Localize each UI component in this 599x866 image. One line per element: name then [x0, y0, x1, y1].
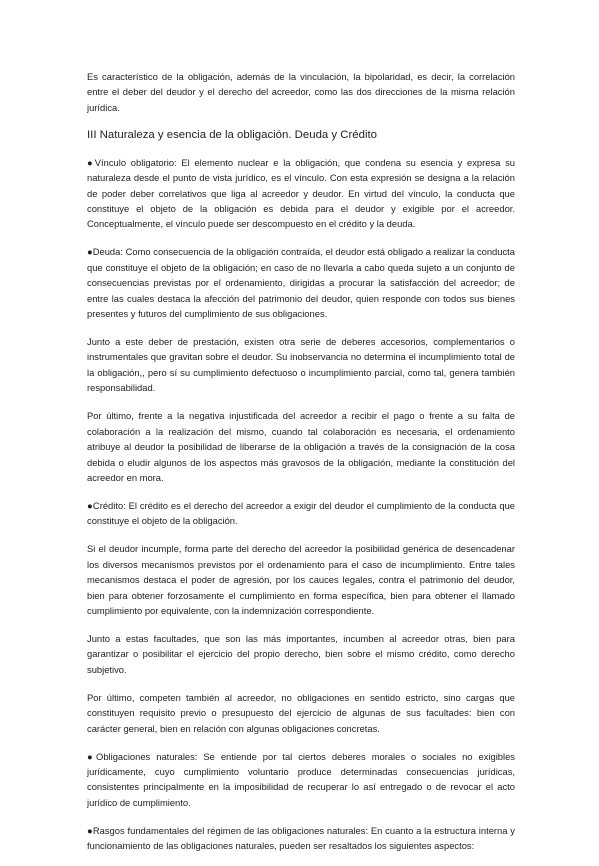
paragraph-credito: ●Crédito: El crédito es el derecho del acreedor a exigir del deudor el cumplimiento de la conducta que constituye el objeto de la obligación.	[87, 499, 515, 527]
paragraph-mora-acreedor: Por último, frente a la negativa injustificada del acreedor a recibir el pago o frente a su falta de colaboración a la realización del mismo, cuando tal colaboración es necesaria, el ordenamiento atribuye al deudor la posibilidad de liberarse de la obligación a través de la consignación de la cosa debida o eludir algunos de los aspectos más gravosos de la obligación, mediante la constitución del acreedor en mora.	[87, 410, 515, 483]
paragraph-bipolaridad: Es característico de la obligación, además de la vinculación, la bipolaridad, es decir, la correlación entre el deber del deudor y el derecho del acreedor, como las dos direcciones de la misma relación jurídica.	[87, 71, 515, 113]
paragraph-rasgos-fundamentales: ●Rasgos fundamentales del régimen de las obligaciones naturales: En cuanto a la estructura interna y funcionamiento de las obligaciones naturales, pueden ser resaltados los siguientes aspectos:	[87, 824, 515, 852]
paragraph-deberes-accesorios: Junto a este deber de prestación, existen otra serie de deberes accesorios, complementarios o instrumentales que gravitan sobre el deudor. Su inobservancia no determina el incumplimiento total de la obligación,, pero sí su cumplimiento defectuoso o incumplimiento parcial, como tal, genera también responsabilidad.	[87, 336, 515, 394]
paragraph-facultades: Junto a estas facultades, que son las más importantes, incumben al acreedor otras, bien para garantizar o posibilitar el ejercicio del propio derecho, bien sobre el mismo crédito, como derecho subjetivo.	[87, 632, 515, 675]
section-heading: III Naturaleza y esencia de la obligación. Deuda y Crédito	[87, 128, 377, 141]
paragraph-obligaciones-naturales: ●Obligaciones naturales: Se entiende por tal ciertos deberes morales o sociales no exigibles jurídicamente, cuyo cumplimiento voluntario produce determinadas consecuencias jurídicas, consistentes principalmente en la imposibilidad de recuperar lo así entregado o de revocar el acto jurídico de cumplimiento.	[87, 750, 515, 808]
paragraph-vinculo-obligatorio: ●Vínculo obligatorio: El elemento nuclear e la obligación, que condena su esencia y expresa su naturaleza desde el punto de vista jurídico, es el vínculo. Con esta expresión se designa a la relación de poder deber correlativos que liga al acreedor y deudor. En virtud del vínculo, la conducta que constituye el objeto de la obligación es debida para el deudor y exigible por el acreedor. Conceptualmente, el vínculo puede ser descompuesto en el crédito y la deuda.	[87, 156, 515, 230]
paragraph-cargas: Por último, competen también al acreedor, no obligaciones en sentido estricto, sino cargas que constituyen requisito previo o presupuesto del ejercicio de algunas de sus facultades: bien con carácter general, bien en relación con algunas obligaciones concretas.	[87, 691, 515, 734]
paragraph-incumplimiento: Si el deudor incumple, forma parte del derecho del acreedor la posibilidad genérica de desencadenar los diversos mecanismos previstos por el ordenamiento para el caso de incumplimiento. Entre tales mecanismos destaca el poder de agresión, por los cauces legales, contra el patrimonio del deudor, bien para obtener forzosamente el cumplimiento en forma específica, bien para obtener el llamado cumplimiento por equivalente, con la indemnización correspondiente.	[87, 543, 515, 616]
document-body	[87, 69, 515, 866]
paragraph-deuda: ●Deuda: Como consecuencia de la obligación contraída, el deudor está obligado a realizar la conducta que constituye el objeto de la obligación; en caso de no llevarla a cabo queda sujeto a un conjunto de consecuencias previstas por el ordenamiento, dirigidas a procurar la satisfacción del acreedor; de entre las cuales destaca la afección del patrimonio del deudor, quien responde con todos sus bienes presentes y futuros del cumplimiento de sus obligaciones.	[87, 246, 515, 320]
